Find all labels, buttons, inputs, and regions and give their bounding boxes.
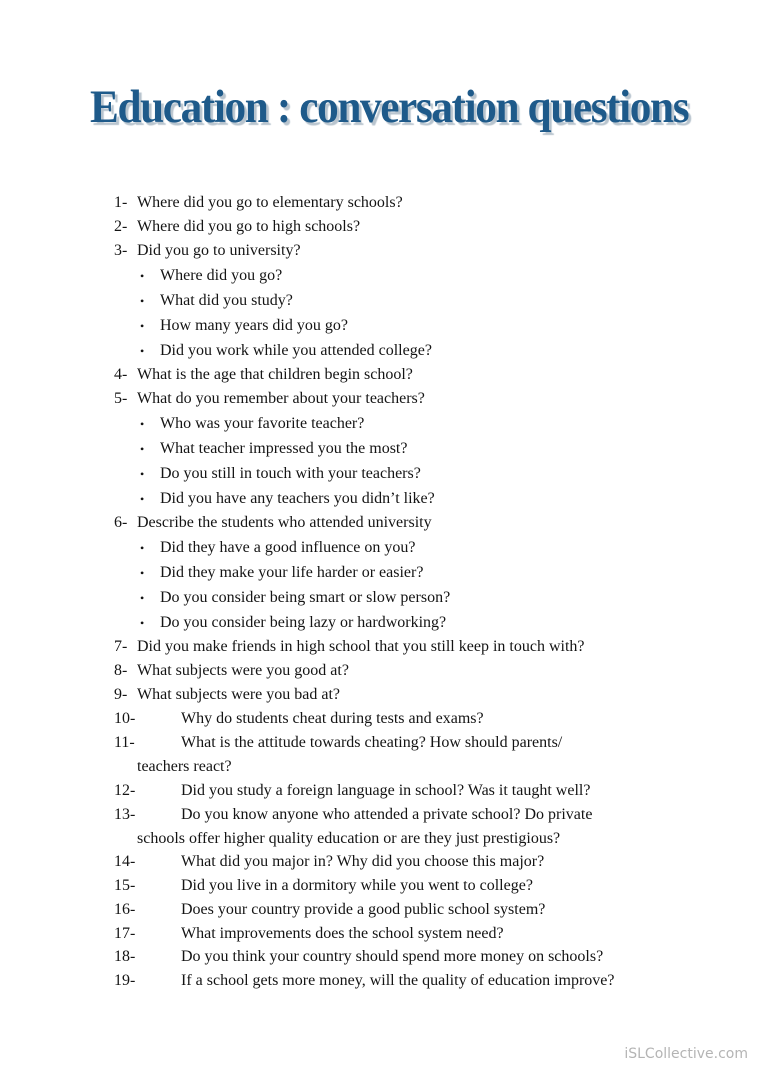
question-number: 6- xyxy=(114,514,128,531)
page-title: Education : conversation questions xyxy=(90,81,689,133)
bullet-icon: • xyxy=(140,492,145,506)
question-text: Describe the students who attended university xyxy=(137,514,432,531)
sub-question-text: How many years did you go? xyxy=(160,317,348,334)
question-text: What improvements does the school system need? xyxy=(181,925,504,942)
bullet-icon: • xyxy=(140,417,145,431)
question-continuation: schools offer higher quality education or are they just prestigious? xyxy=(137,830,561,847)
bullet-icon: • xyxy=(140,566,145,580)
question-number: 9- xyxy=(114,686,128,703)
question-number: 4- xyxy=(114,366,128,383)
question-number: 15- xyxy=(114,877,136,894)
question-number: 13- xyxy=(114,806,136,823)
bullet-icon: • xyxy=(140,269,145,283)
sub-question-text: Did you have any teachers you didn’t like? xyxy=(160,490,435,507)
question-number: 8- xyxy=(114,662,128,679)
sub-question-text: Do you still in touch with your teachers? xyxy=(160,465,421,482)
bullet-icon: • xyxy=(140,442,145,456)
question-text: Did you live in a dormitory while you went to college? xyxy=(181,877,533,894)
bullet-icon: • xyxy=(140,294,145,308)
question-number: 10- xyxy=(114,710,136,727)
question-text: Did you go to university? xyxy=(137,242,301,259)
sub-question-text: Where did you go? xyxy=(160,267,283,284)
watermark: iSLCollective.com xyxy=(624,1046,748,1062)
question-number: 2- xyxy=(114,218,128,235)
question-number: 18- xyxy=(114,948,136,965)
question-text: Where did you go to high schools? xyxy=(137,218,361,235)
question-number: 12- xyxy=(114,782,136,799)
question-number: 16- xyxy=(114,901,136,918)
sub-question-text: Do you consider being lazy or hardworking? xyxy=(160,614,447,631)
sub-question-text: Did you work while you attended college? xyxy=(160,342,432,359)
question-number: 5- xyxy=(114,390,128,407)
question-text: Where did you go to elementary schools? xyxy=(137,194,403,211)
question-text: Do you think your country should spend more money on schools? xyxy=(181,948,604,965)
bullet-icon: • xyxy=(140,319,145,333)
sub-question-text: Do you consider being smart or slow person? xyxy=(160,589,451,606)
bullet-icon: • xyxy=(140,344,145,358)
sub-question-text: Did they make your life harder or easier? xyxy=(160,564,424,581)
question-text: What subjects were you bad at? xyxy=(137,686,341,703)
question-text: Did you make friends in high school that you still keep in touch with? xyxy=(137,638,585,655)
bullet-icon: • xyxy=(140,541,145,555)
sub-question-text: Who was your favorite teacher? xyxy=(160,415,365,432)
question-number: 11- xyxy=(114,734,135,751)
question-number: 17- xyxy=(114,925,136,942)
question-text: Did you study a foreign language in school? Was it taught well? xyxy=(181,782,591,799)
question-text: What did you major in? Why did you choose this major? xyxy=(181,853,545,870)
sub-question-text: Did they have a good influence on you? xyxy=(160,539,416,556)
question-number: 3- xyxy=(114,242,128,259)
question-text: Do you know anyone who attended a private school? Do private xyxy=(181,806,593,823)
question-number: 1- xyxy=(114,194,128,211)
question-number: 7- xyxy=(114,638,128,655)
question-number: 14- xyxy=(114,853,136,870)
bullet-icon: • xyxy=(140,616,145,630)
question-text: What do you remember about your teachers? xyxy=(137,390,425,407)
bullet-icon: • xyxy=(140,467,145,481)
bullet-icon: • xyxy=(140,591,145,605)
sub-question-text: What teacher impressed you the most? xyxy=(160,440,408,457)
question-text: What subjects were you good at? xyxy=(137,662,349,679)
sub-question-text: What did you study? xyxy=(160,292,293,309)
question-text: Why do students cheat during tests and exams? xyxy=(181,710,484,727)
question-text: If a school gets more money, will the quality of education improve? xyxy=(181,972,615,989)
question-continuation: teachers react? xyxy=(137,758,232,775)
question-number: 19- xyxy=(114,972,136,989)
question-text: What is the age that children begin school? xyxy=(137,366,413,383)
question-text: Does your country provide a good public school system? xyxy=(181,901,546,918)
question-text: What is the attitude towards cheating? How should parents/ xyxy=(181,734,563,751)
